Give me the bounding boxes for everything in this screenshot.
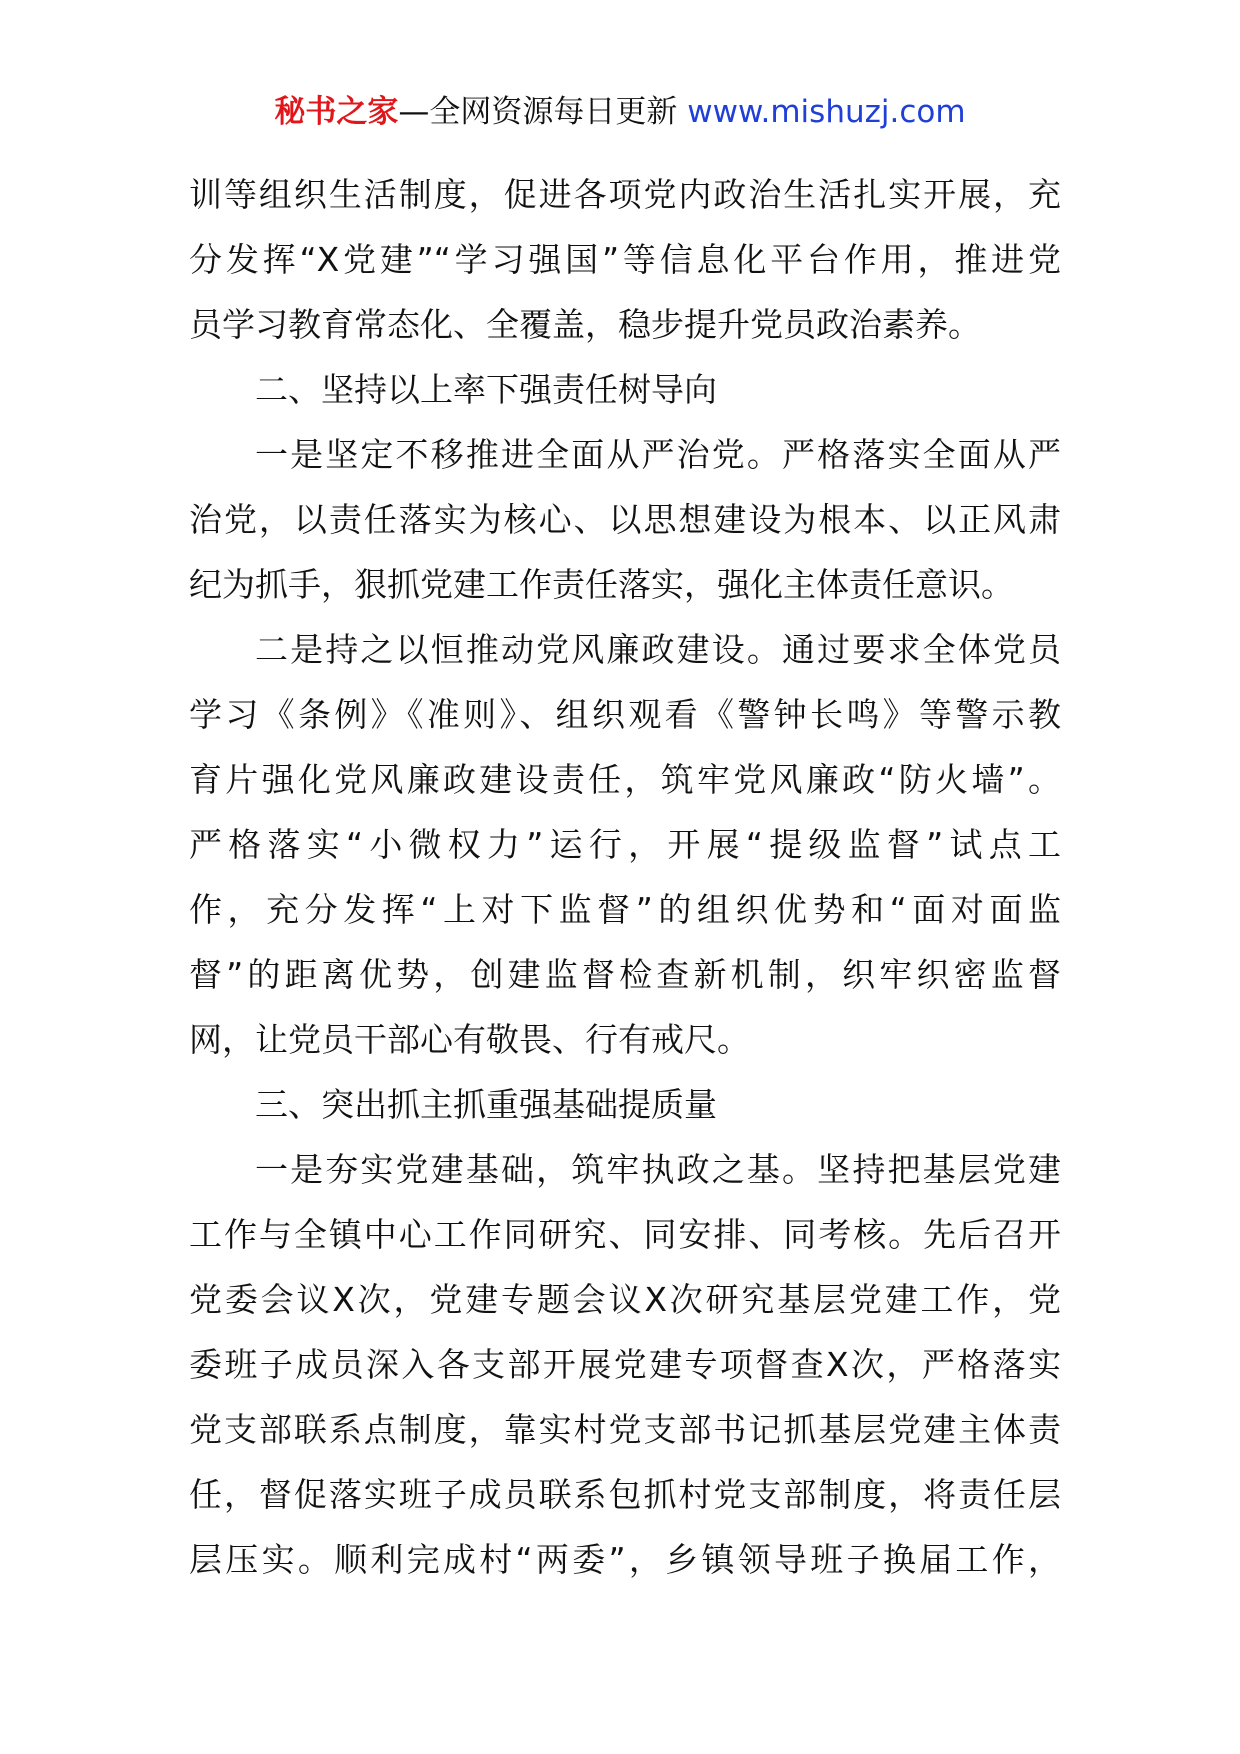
section-heading: 二、坚持以上率下强责任树导向 — [255, 370, 717, 409]
text-line: 治党，以责任落实为核心、以思想建设为根本、以正风肃 — [189, 500, 1061, 539]
text-line: 育片强化党风廉政建设责任，筑牢党风廉政“防火墙”。 — [189, 760, 1061, 799]
text-line: 分发挥“X党建”“学习强国”等信息化平台作用，推进党 — [189, 240, 1061, 279]
section-heading: 三、突出抓主抓重强基础提质量 — [255, 1085, 717, 1124]
text-line: 员学习教育常态化、全覆盖，稳步提升党员政治素养。 — [189, 305, 981, 344]
text-line: 党委会议X次，党建专题会议X次研究基层党建工作，党 — [189, 1280, 1061, 1319]
text-line: 二是持之以恒推动党风廉政建设。通过要求全体党员 — [255, 630, 1061, 669]
text-line: 委班子成员深入各支部开展党建专项督查X次，严格落实 — [189, 1345, 1061, 1384]
text-line: 训等组织生活制度，促进各项党内政治生活扎实开展，充 — [189, 175, 1061, 214]
text-line: 严格落实“小微权力”运行，开展“提级监督”试点工 — [189, 825, 1061, 864]
text-line: 学习《条例》《准则》、组织观看《警钟长鸣》等警示教 — [189, 695, 1061, 734]
site-header — [0, 92, 1240, 132]
text-line: 一是坚定不移推进全面从严治党。严格落实全面从严 — [255, 435, 1061, 474]
text-line: 任，督促落实班子成员联系包抓村党支部制度，将责任层 — [189, 1475, 1061, 1514]
site-brand: 秘书之家 — [274, 94, 399, 130]
document-body — [189, 162, 1061, 1592]
text-line: 工作与全镇中心工作同研究、同安排、同考核。先后召开 — [189, 1215, 1061, 1254]
text-line: 作，充分发挥“上对下监督”的组织优势和“面对面监 — [189, 890, 1061, 929]
text-line: 纪为抓手，狠抓党建工作责任落实，强化主体责任意识。 — [189, 565, 1014, 604]
text-line: 一是夯实党建基础，筑牢执政之基。坚持把基层党建 — [255, 1150, 1061, 1189]
site-url[interactable]: www.mishuzj.com — [687, 94, 966, 130]
text-line: 层压实。顺利完成村“两委”，乡镇领导班子换届工作， — [189, 1540, 1061, 1579]
text-line: 党支部联系点制度，靠实村党支部书记抓基层党建主体责 — [189, 1410, 1061, 1449]
site-tagline: —全网资源每日更新 — [398, 94, 688, 130]
text-line: 督”的距离优势，创建监督检查新机制，织牢织密监督 — [189, 955, 1061, 994]
text-line: 网，让党员干部心有敬畏、行有戒尺。 — [189, 1020, 750, 1059]
